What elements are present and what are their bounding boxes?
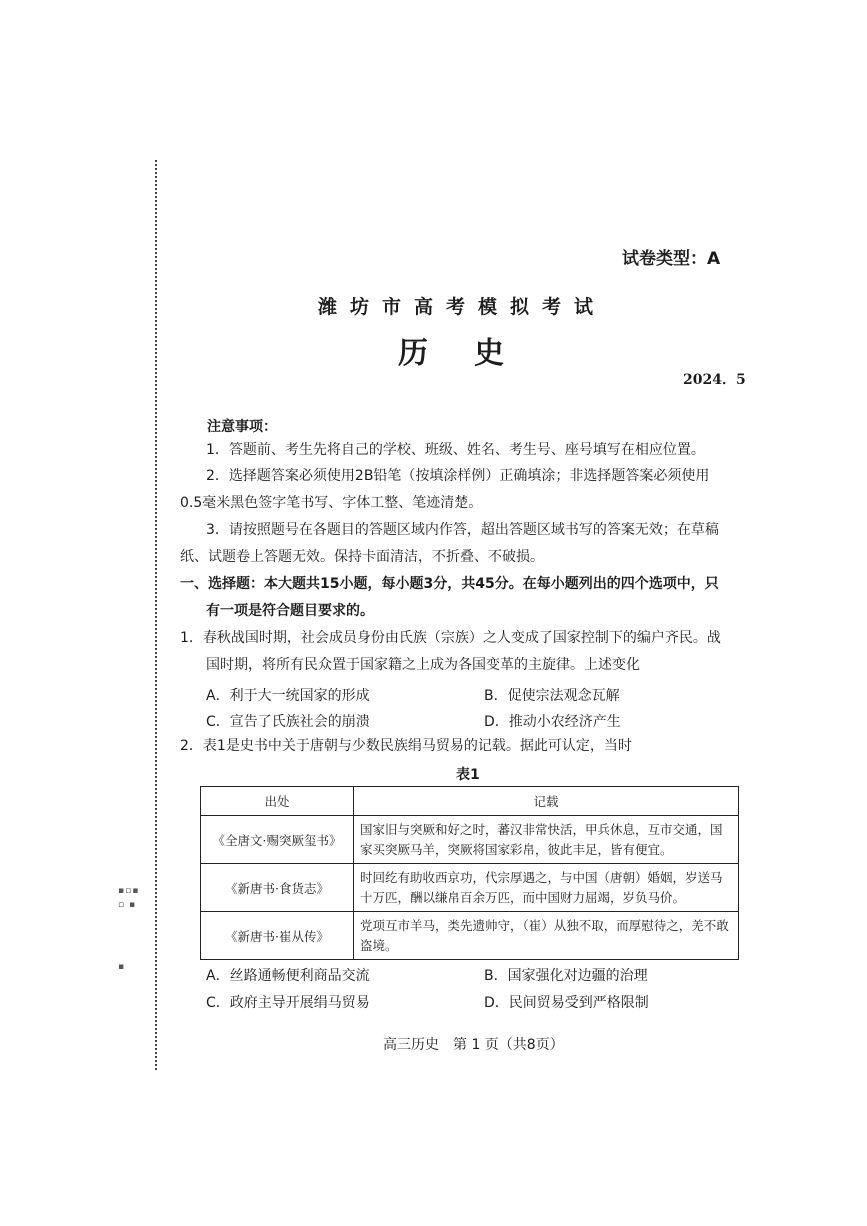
table-row	[201, 864, 739, 912]
note-item-1: 1．答题前、考生先将自己的学校、班级、姓名、考生号、座号填写在相应位置。	[206, 442, 705, 458]
binding-dotted-line	[155, 160, 157, 1070]
table-cell-source: 《全唐文·赐突厥玺书》	[201, 816, 354, 864]
table-cell-source: 《新唐书·崔从传》	[201, 912, 354, 960]
question-1-option-b: B．促使宗法观念瓦解	[484, 688, 620, 704]
table-cell-record: 国家旧与突厥和好之时，蕃汉非常快活，甲兵休息，互市交通，国家买突厥马羊，突厥将国家彩帛，彼此丰足，皆有便宜。	[354, 816, 739, 864]
question-1-stem-line-2: 国时期，将所有民众置于国家籍之上成为各国变革的主旋律。上述变化	[206, 657, 640, 673]
margin-mark: ▪▫▪	[118, 886, 140, 896]
exam-name: 潍坊市高考模拟考试	[318, 296, 607, 318]
table-cell-record: 党项互市羊马，类先遗帅守，（崔）从独不取，而厚慰待之，羌不敢盗境。	[354, 912, 739, 960]
question-2-option-d: D．民间贸易受到严格限制	[484, 995, 649, 1011]
table-row	[201, 816, 739, 864]
page-footer: 高三历史 第 1 页（共8页）	[383, 1037, 564, 1053]
table-caption: 表1	[456, 767, 480, 783]
note-item-2-line-2: 0.5毫米黑色签字笔书写、字体工整、笔迹清楚。	[180, 495, 483, 511]
section-1-heading-line-1: 一、选择题：本大题共15小题，每小题3分，共45分。在每小题列出的四个选项中，只	[180, 576, 719, 592]
margin-mark: ▫ ▪	[118, 900, 137, 910]
question-2-stem: 2．表1是史书中关于唐朝与少数民族绢马贸易的记载。据此可认定，当时	[180, 738, 632, 754]
notes-title: 注意事项：	[207, 419, 277, 435]
table-header-source: 出处	[201, 787, 354, 816]
question-1-option-c: C．宣告了氏族社会的崩溃	[206, 714, 370, 730]
note-item-3-line-2: 纸、试题卷上答题无效。保持卡面清洁，不折叠、不破损。	[180, 549, 544, 565]
table-header-record: 记载	[354, 787, 739, 816]
question-2-option-b: B．国家强化对边疆的治理	[484, 968, 648, 984]
trade-records-table	[200, 786, 739, 960]
section-1-heading-line-2: 有一项是符合题目要求的。	[206, 603, 374, 619]
question-1-option-a: A．利于大一统国家的形成	[206, 688, 370, 704]
margin-mark: ▪	[118, 962, 126, 972]
table-cell-source: 《新唐书·食货志》	[201, 864, 354, 912]
table-row	[201, 912, 739, 960]
question-2-option-a: A．丝路通畅便利商品交流	[206, 968, 370, 984]
table-header-row	[201, 787, 739, 816]
question-2-option-c: C．政府主导开展绢马贸易	[206, 995, 370, 1011]
question-1-option-d: D．推动小农经济产生	[484, 714, 621, 730]
note-item-3-line-1: 3．请按照题号在各题目的答题区域内作答，超出答题区域书写的答案无效；在草稿	[206, 522, 719, 538]
note-item-2-line-1: 2．选择题答案必须使用2B铅笔（按填涂样例）正确填涂；非选择题答案必须使用	[206, 468, 710, 484]
question-1-stem-line-1: 1．春秋战国时期，社会成员身份由氏族（宗族）之人变成了国家控制下的编户齐民。战	[180, 630, 721, 646]
paper-type-label: 试卷类型：A	[622, 249, 721, 269]
subject-title: 历史	[398, 336, 550, 371]
exam-date: 2024．5	[683, 372, 746, 388]
table-cell-record: 时回纥有助收西京功，代宗厚遇之，与中国（唐朝）婚姻，岁送马十万匹，酬以缣帛百余万匹，而中国财力屈竭，岁负马价。	[354, 864, 739, 912]
